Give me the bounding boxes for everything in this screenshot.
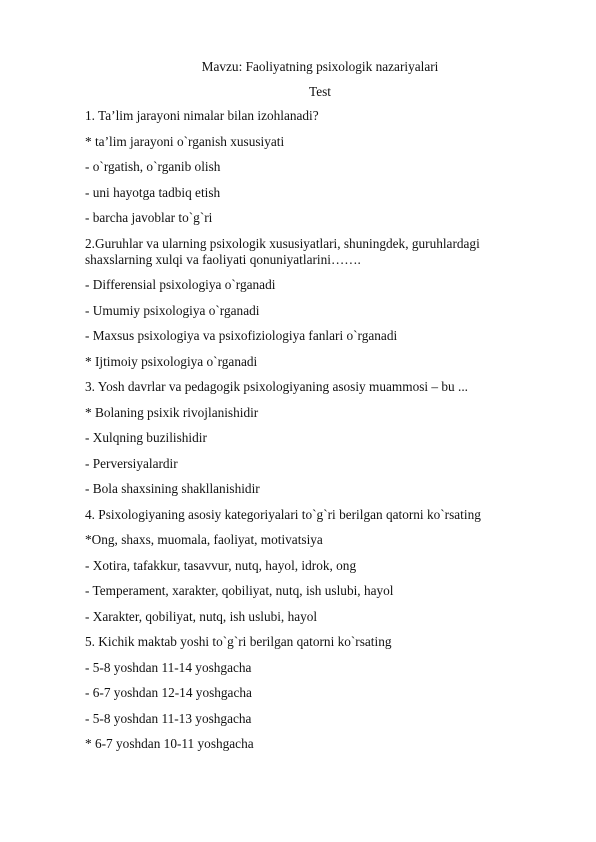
answer-option: - 5-8 yoshdan 11-13 yoshgacha: [85, 710, 252, 726]
answer-option: - Maxsus psixologiya va psixofiziologiya fanlari o`rganadi: [85, 328, 398, 343]
question-5: 5. Kichik maktab yoshi to`g`ri berilgan qatorni ko`rsating: [85, 634, 392, 649]
answer-option: * ta’lim jarayoni o`rganish xususiyati: [85, 133, 285, 149]
answer-option: - Temperament, xarakter, qobiliyat, nutq, ish uslubi, hayol: [85, 583, 394, 598]
answer-option: - Bola shaxsining shakllanishidir: [85, 481, 260, 496]
answer-option: - Differensial psixologiya o`rganadi: [85, 277, 276, 292]
document-subtitle: Test: [309, 84, 331, 99]
question-4: 4. Psixologiyaning asosiy kategoriyalari to`g`ri berilgan qatorni ko`rsating: [85, 506, 481, 522]
answer-option: - barcha javoblar to`g`ri: [85, 210, 213, 225]
answer-option: - Xulqning buzilishidir: [85, 430, 207, 445]
answer-option: - Umumiy psixologiya o`rganadi: [85, 302, 260, 318]
answer-option: - 5-8 yoshdan 11-14 yoshgacha: [85, 659, 252, 675]
question-3: 3. Yosh davrlar va pedagogik psixologiyaning asosiy muammosi – bu ...: [85, 379, 468, 394]
document-topic: Mavzu: Faoliyatning psixologik nazariyalari: [201, 59, 439, 74]
answer-option: - Xarakter, qobiliyat, nutq, ish uslubi, hayol: [85, 608, 318, 624]
answer-option: * 6-7 yoshdan 10-11 yoshgacha: [85, 736, 254, 751]
answer-option: * Bolaning psixik rivojlanishidir: [85, 404, 259, 420]
answer-option: - 6-7 yoshdan 12-14 yoshgacha: [85, 685, 252, 700]
answer-option: *Ong, shaxs, muomala, faoliyat, motivatsiya: [85, 532, 323, 547]
test-content: [85, 108, 515, 762]
answer-option: - uni hayotga tadbiq etish: [85, 184, 221, 200]
question-1: 1. Ta’lim jarayoni nimalar bilan izohlanadi?: [85, 108, 319, 123]
answer-option: * Ijtimoiy psixologiya o`rganadi: [85, 353, 258, 369]
answer-option: - Perversiyalardir: [85, 455, 178, 471]
question-2: 2.Guruhlar va ularning psixologik xususiyatlari, shuningdek, guruhlardagi shaxslarning xulqi va faoliyati qonuniyatlarini…….: [85, 235, 480, 267]
answer-option: - o`rgatish, o`rganib olish: [85, 159, 221, 174]
answer-option: - Xotira, tafakkur, tasavvur, nutq, hayol, idrok, ong: [85, 557, 357, 573]
